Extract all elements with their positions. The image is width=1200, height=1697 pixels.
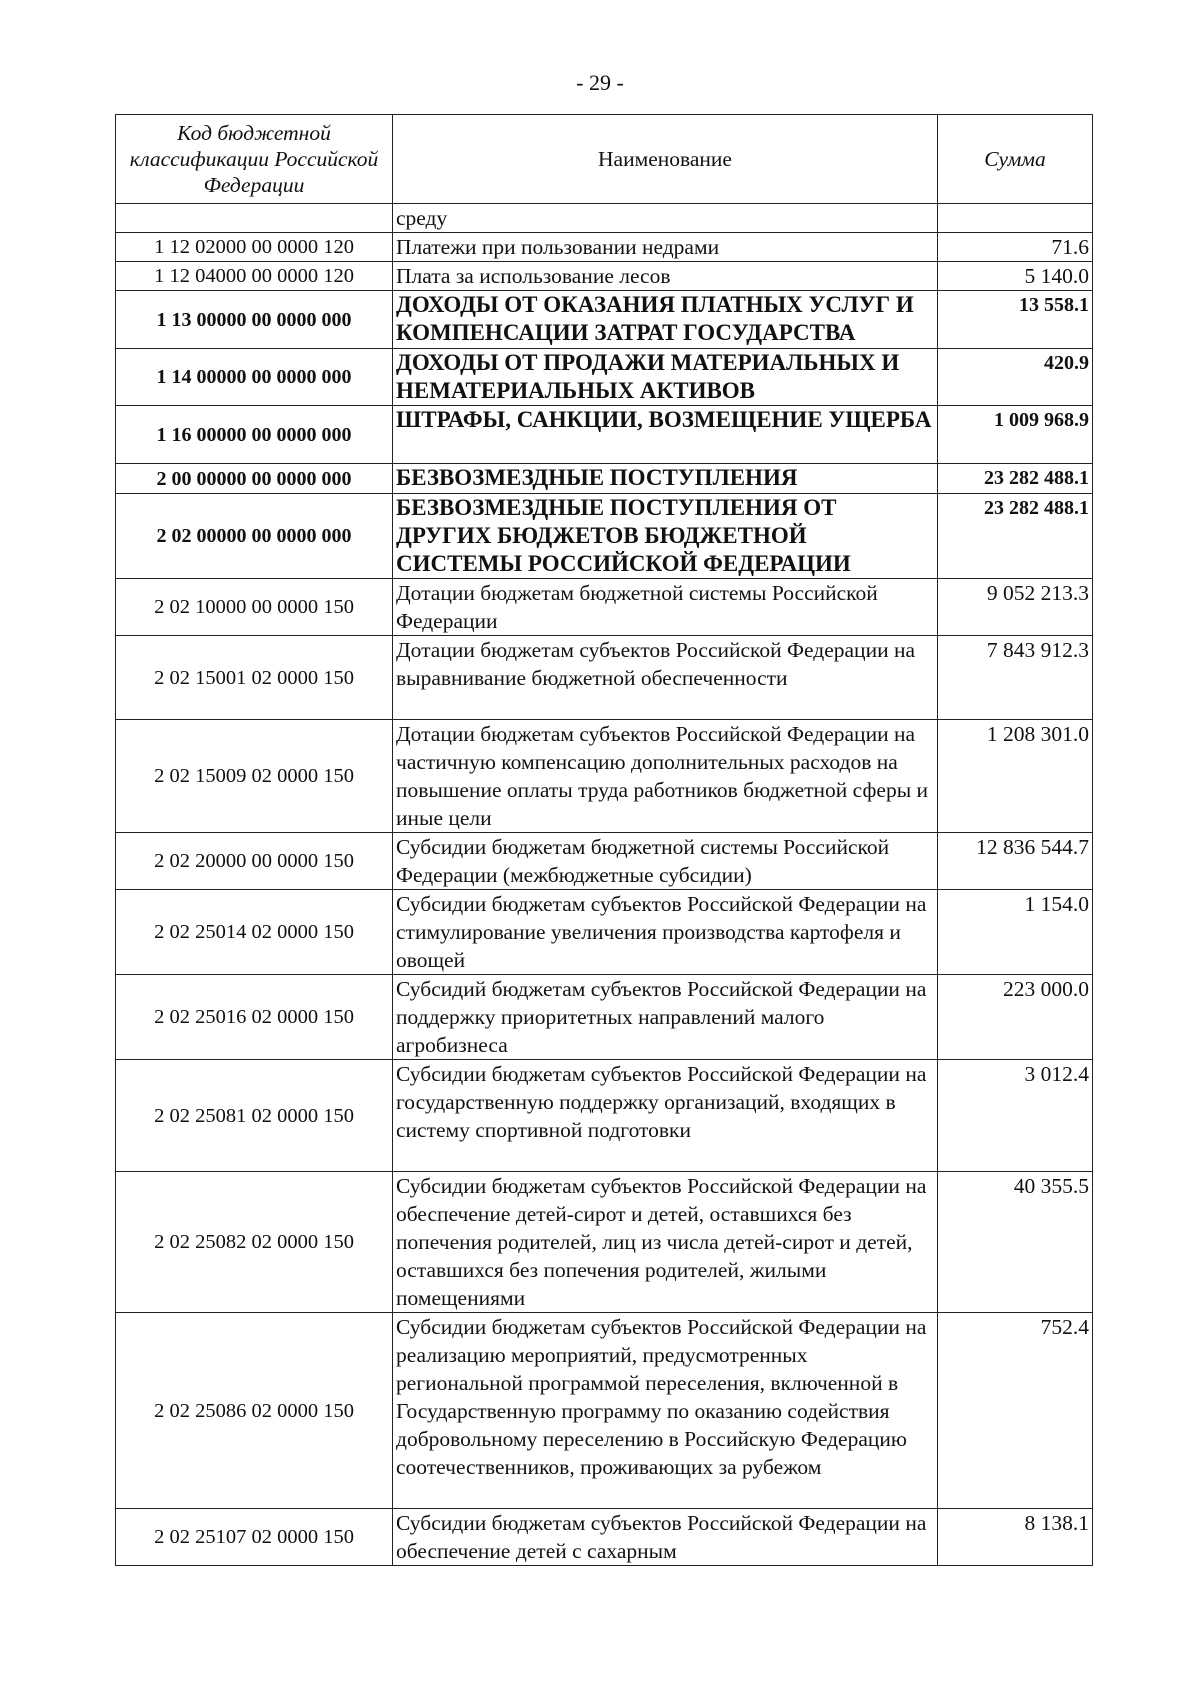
page-number: - 29 - xyxy=(576,70,624,95)
row-amount: 5 140.0 xyxy=(938,262,1093,291)
row-amount: 8 138.1 xyxy=(938,1509,1093,1566)
row-code: 1 12 04000 00 0000 120 xyxy=(116,262,393,291)
row-amount: 1 208 301.0 xyxy=(938,720,1093,833)
row-code: 2 02 15009 02 0000 150 xyxy=(116,720,393,833)
row-code: 2 02 00000 00 0000 000 xyxy=(116,494,393,579)
row-amount: 7 843 912.3 xyxy=(938,636,1093,720)
row-code xyxy=(116,204,393,233)
table-row xyxy=(116,291,1093,349)
row-name: Субсидии бюджетам субъектов Российской Федерации на реализацию мероприятий, предусмотренных региональной программой переселения, включенной в Государственную программу по оказанию содействия добровольному переселению в Российскую Федерацию соотечественников, проживающих за рубежом xyxy=(393,1313,938,1509)
table-row xyxy=(116,720,1093,833)
row-amount: 1 154.0 xyxy=(938,890,1093,975)
table-row xyxy=(116,1509,1093,1566)
row-code: 2 02 10000 00 0000 150 xyxy=(116,579,393,636)
row-name: Платежи при пользовании недрами xyxy=(393,233,938,262)
table-row xyxy=(116,833,1093,890)
table-row xyxy=(116,349,1093,406)
row-code: 2 02 25082 02 0000 150 xyxy=(116,1172,393,1313)
row-code: 2 02 20000 00 0000 150 xyxy=(116,833,393,890)
row-code: 2 02 25081 02 0000 150 xyxy=(116,1060,393,1172)
row-amount: 12 836 544.7 xyxy=(938,833,1093,890)
row-name: БЕЗВОЗМЕЗДНЫЕ ПОСТУПЛЕНИЯ xyxy=(393,464,938,494)
row-code: 1 12 02000 00 0000 120 xyxy=(116,233,393,262)
row-amount: 23 282 488.1 xyxy=(938,464,1093,494)
table-header-row xyxy=(116,115,1093,204)
table-row xyxy=(116,494,1093,579)
table-row xyxy=(116,204,1093,233)
table-row xyxy=(116,406,1093,464)
row-name: Дотации бюджетам субъектов Российской Федерации на частичную компенсацию дополнительных расходов на повышение оплаты труда работников бюджетной сферы и иные цели xyxy=(393,720,938,833)
row-name: Дотации бюджетам бюджетной системы Российской Федерации xyxy=(393,579,938,636)
table-row xyxy=(116,233,1093,262)
table-row xyxy=(116,262,1093,291)
row-amount: 420.9 xyxy=(938,349,1093,406)
row-name: Субсидии бюджетам бюджетной системы Российской Федерации (межбюджетные субсидии) xyxy=(393,833,938,890)
row-code: 2 02 25016 02 0000 150 xyxy=(116,975,393,1060)
row-name: ДОХОДЫ ОТ ОКАЗАНИЯ ПЛАТНЫХ УСЛУГ И КОМПЕНСАЦИИ ЗАТРАТ ГОСУДАРСТВА xyxy=(393,291,938,349)
header-name: Наименование xyxy=(393,115,938,204)
row-amount: 23 282 488.1 xyxy=(938,494,1093,579)
row-amount xyxy=(938,204,1093,233)
row-name: Субсидии бюджетам субъектов Российской Федерации на обеспечение детей с сахарным xyxy=(393,1509,938,1566)
row-amount: 3 012.4 xyxy=(938,1060,1093,1172)
table-row xyxy=(116,636,1093,720)
row-amount: 1 009 968.9 xyxy=(938,406,1093,464)
table-row xyxy=(116,1313,1093,1509)
row-name: ДОХОДЫ ОТ ПРОДАЖИ МАТЕРИАЛЬНЫХ И НЕМАТЕРИАЛЬНЫХ АКТИВОВ xyxy=(393,349,938,406)
row-code: 1 13 00000 00 0000 000 xyxy=(116,291,393,349)
row-name: среду xyxy=(393,204,938,233)
row-name: ШТРАФЫ, САНКЦИИ, ВОЗМЕЩЕНИЕ УЩЕРБА xyxy=(393,406,938,464)
row-name: Субсидии бюджетам субъектов Российской Федерации на государственную поддержку организаций, входящих в систему спортивной подготовки xyxy=(393,1060,938,1172)
budget-table xyxy=(115,114,1093,1566)
table-row xyxy=(116,579,1093,636)
table-row xyxy=(116,464,1093,494)
row-name: Дотации бюджетам субъектов Российской Федерации на выравнивание бюджетной обеспеченности xyxy=(393,636,938,720)
row-code: 2 02 15001 02 0000 150 xyxy=(116,636,393,720)
header-code: Код бюджетной классификации Российской Федерации xyxy=(116,115,393,204)
row-code: 2 00 00000 00 0000 000 xyxy=(116,464,393,494)
row-amount: 752.4 xyxy=(938,1313,1093,1509)
row-amount: 71.6 xyxy=(938,233,1093,262)
row-amount: 223 000.0 xyxy=(938,975,1093,1060)
row-amount: 9 052 213.3 xyxy=(938,579,1093,636)
row-code: 1 16 00000 00 0000 000 xyxy=(116,406,393,464)
row-code: 2 02 25014 02 0000 150 xyxy=(116,890,393,975)
row-code: 1 14 00000 00 0000 000 xyxy=(116,349,393,406)
table-row xyxy=(116,1172,1093,1313)
row-name: БЕЗВОЗМЕЗДНЫЕ ПОСТУПЛЕНИЯ ОТ ДРУГИХ БЮДЖЕТОВ БЮДЖЕТНОЙ СИСТЕМЫ РОССИЙСКОЙ ФЕДЕРАЦИИ xyxy=(393,494,938,579)
row-name: Плата за использование лесов xyxy=(393,262,938,291)
row-amount: 40 355.5 xyxy=(938,1172,1093,1313)
row-code: 2 02 25107 02 0000 150 xyxy=(116,1509,393,1566)
table-row xyxy=(116,1060,1093,1172)
row-name: Субсидии бюджетам субъектов Российской Федерации на обеспечение детей-сирот и детей, оставшихся без попечения родителей, лиц из числа детей-сирот и детей, оставшихся без попечения родителей, жилыми помещениями xyxy=(393,1172,938,1313)
row-amount: 13 558.1 xyxy=(938,291,1093,349)
table-row xyxy=(116,890,1093,975)
header-amount: Сумма xyxy=(938,115,1093,204)
row-name: Субсидии бюджетам субъектов Российской Федерации на стимулирование увеличения производства картофеля и овощей xyxy=(393,890,938,975)
row-code: 2 02 25086 02 0000 150 xyxy=(116,1313,393,1509)
table-row xyxy=(116,975,1093,1060)
row-name: Субсидий бюджетам субъектов Российской Федерации на поддержку приоритетных направлений малого агробизнеса xyxy=(393,975,938,1060)
